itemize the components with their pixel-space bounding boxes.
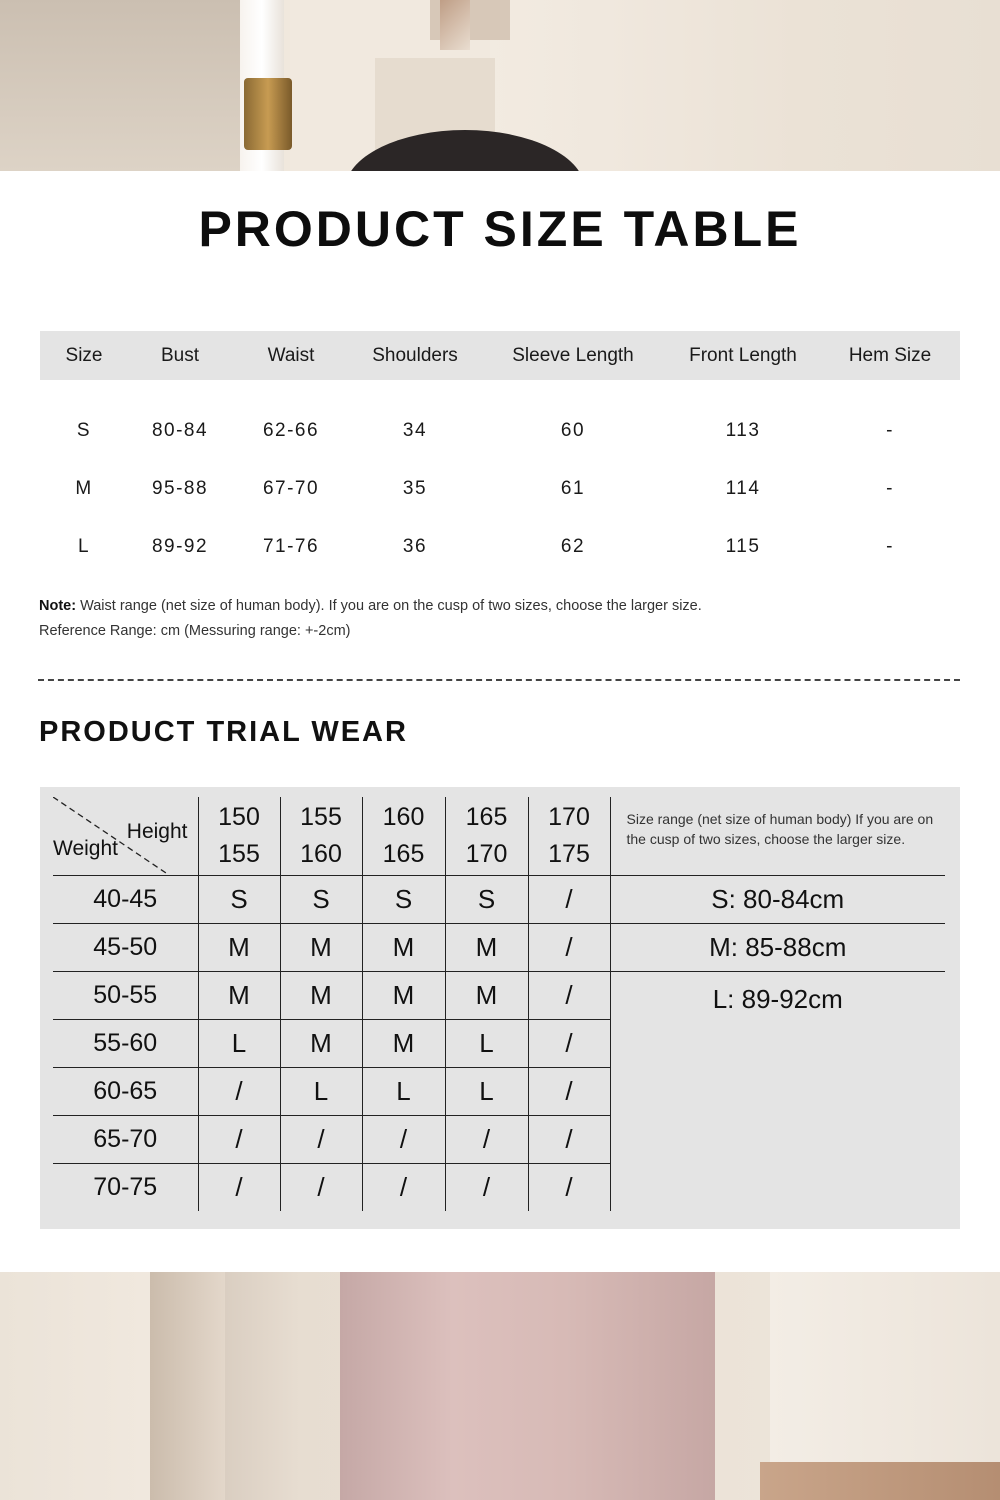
note-label: Note: — [39, 598, 77, 614]
size-cell: M — [198, 972, 280, 1020]
size-cell: / — [362, 1164, 445, 1212]
bust-range-s: S: 80-84cm — [610, 876, 945, 924]
size-cell: M — [280, 1020, 362, 1068]
cell-hem-size: - — [886, 478, 894, 499]
cell-size: S — [76, 420, 92, 441]
header-bust: Bust — [128, 331, 232, 380]
brass-lamp-fixture — [244, 78, 292, 150]
header-waist: Waist — [232, 331, 350, 380]
size-cell: M — [198, 924, 280, 972]
cell-size: L — [77, 536, 91, 557]
size-cell: M — [280, 924, 362, 972]
weight-cell: 65-70 — [53, 1116, 198, 1164]
size-note — [39, 594, 702, 644]
size-row-m — [40, 460, 960, 518]
weight-cell: 50-55 — [53, 972, 198, 1020]
note-text: Waist range (net size of human body). If you are on the cusp of two sizes, choose the larger size. — [80, 598, 702, 614]
size-cell: / — [528, 1068, 610, 1116]
pink-dress — [340, 1272, 715, 1500]
height-range-170-175: 170 175 — [528, 797, 610, 876]
cell-hem-size: - — [886, 420, 894, 441]
size-cell: / — [280, 1164, 362, 1212]
size-cell: / — [528, 1116, 610, 1164]
weight-cell: 40-45 — [53, 876, 198, 924]
size-cell: / — [362, 1116, 445, 1164]
height-range-160-165: 160 165 — [362, 797, 445, 876]
header-sleeve-length: Sleeve Length — [480, 331, 666, 380]
cell-bust: 89-92 — [151, 536, 209, 557]
weight-cell: 55-60 — [53, 1020, 198, 1068]
size-cell: M — [362, 924, 445, 972]
cell-waist: 67-70 — [262, 478, 320, 499]
height-range-165-170: 165 170 — [445, 797, 528, 876]
trial-header-row — [53, 797, 945, 876]
size-cell: S — [280, 876, 362, 924]
size-cell: / — [445, 1116, 528, 1164]
height-range-155-160: 155 160 — [280, 797, 362, 876]
dashed-divider — [38, 679, 960, 681]
size-cell: L — [445, 1068, 528, 1116]
size-cell: L — [198, 1020, 280, 1068]
size-cell: / — [528, 876, 610, 924]
cell-shoulders: 34 — [402, 420, 428, 441]
size-cell: / — [198, 1068, 280, 1116]
size-cell: L — [445, 1020, 528, 1068]
reference-range-text: Reference Range: cm (Messuring range: +-2cm) — [39, 623, 351, 639]
cell-bust: 80-84 — [151, 420, 209, 441]
weight-row-50-55 — [53, 972, 945, 1020]
size-cell: M — [362, 1020, 445, 1068]
top-product-photo — [0, 0, 1000, 171]
trial-wear-table — [53, 797, 945, 1211]
size-cell: L — [362, 1068, 445, 1116]
cell-sleeve-length: 60 — [560, 420, 586, 441]
height-label: Height — [126, 820, 188, 843]
cell-front-length: 114 — [725, 478, 761, 499]
height-range-150-155: 150 155 — [198, 797, 280, 876]
size-table — [40, 331, 960, 576]
size-cell: M — [280, 972, 362, 1020]
size-row-l — [40, 518, 960, 576]
size-cell: / — [528, 1164, 610, 1212]
size-cell: / — [528, 924, 610, 972]
size-cell: M — [445, 924, 528, 972]
size-cell: / — [198, 1116, 280, 1164]
header-front-length: Front Length — [666, 331, 820, 380]
size-cell: / — [445, 1164, 528, 1212]
page-title: PRODUCT SIZE TABLE — [198, 201, 802, 257]
weight-cell: 70-75 — [53, 1164, 198, 1212]
size-table-header — [40, 331, 960, 380]
weight-cell: 60-65 — [53, 1068, 198, 1116]
bottom-product-photo — [0, 1272, 1000, 1500]
size-cell: L — [280, 1068, 362, 1116]
weight-label: Weight — [53, 837, 118, 860]
bust-range-m: M: 85-88cm — [610, 924, 945, 972]
cell-shoulders: 36 — [402, 536, 428, 557]
cell-sleeve-length: 62 — [560, 536, 586, 557]
cell-hem-size: - — [886, 536, 894, 557]
cell-size: M — [75, 478, 93, 499]
header-shoulders: Shoulders — [350, 331, 480, 380]
size-cell: S — [198, 876, 280, 924]
header-size: Size — [40, 331, 128, 380]
weight-row-40-45 — [53, 876, 945, 924]
size-cell: S — [362, 876, 445, 924]
size-cell: / — [280, 1116, 362, 1164]
size-row-s — [40, 402, 960, 460]
bust-range-l: L: 89-92cm — [610, 972, 945, 1212]
height-weight-corner — [53, 797, 198, 876]
header-hem-size: Hem Size — [820, 331, 960, 380]
cell-shoulders: 35 — [402, 478, 428, 499]
size-cell: M — [362, 972, 445, 1020]
size-cell: / — [198, 1164, 280, 1212]
weight-row-45-50 — [53, 924, 945, 972]
cell-bust: 95-88 — [151, 478, 209, 499]
cell-sleeve-length: 61 — [560, 478, 586, 499]
trial-wear-title: PRODUCT TRIAL WEAR — [39, 716, 408, 748]
cell-front-length: 115 — [725, 536, 761, 557]
size-cell: / — [528, 1020, 610, 1068]
cell-front-length: 113 — [725, 420, 761, 441]
size-cell: S — [445, 876, 528, 924]
cell-waist: 62-66 — [262, 420, 320, 441]
size-range-note: Size range (net size of human body) If you are on the cusp of two sizes, choose the larger size. — [626, 811, 934, 847]
size-cell: M — [445, 972, 528, 1020]
size-cell: / — [528, 972, 610, 1020]
cell-waist: 71-76 — [262, 536, 320, 557]
weight-cell: 45-50 — [53, 924, 198, 972]
